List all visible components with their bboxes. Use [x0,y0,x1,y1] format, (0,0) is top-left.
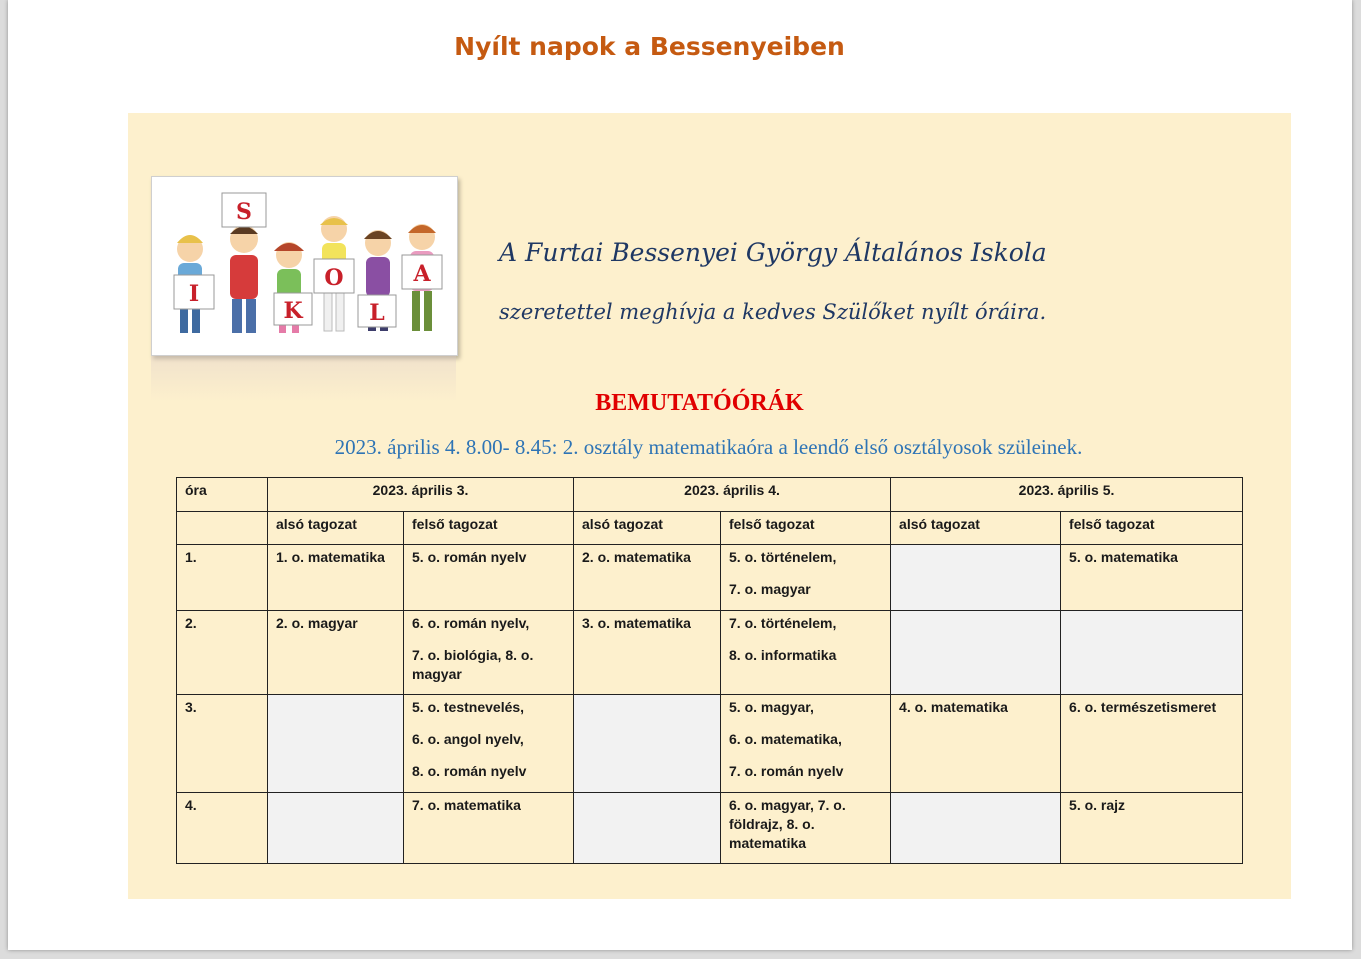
empty-lesson-cell [574,793,721,864]
empty-lesson-cell [574,695,721,793]
document-page [8,0,1352,950]
lesson-entry: 5. o. matematika [1069,549,1178,565]
lesson-entry: 7. o. történelem, [729,615,837,631]
table-row [177,545,1243,611]
lesson-entry: 5. o. román nyelv [412,549,527,565]
table-level-row [177,512,1243,545]
invite-line-school: A Furtai Bessenyei György Általános Iskola [499,238,1047,267]
lesson-entry: 7. o. biológia, 8. o. magyar [412,647,534,682]
lesson-entry: 7. o. matematika [412,797,521,813]
lesson-cell [891,695,1061,793]
logo-letter: S [236,199,252,225]
lesson-cell [1061,695,1243,793]
lesson-cell [721,695,891,793]
section-title: BEMUTATÓÓRÁK [595,390,804,416]
logo-letter: O [324,265,344,291]
level-header: alsó tagozat [268,512,404,545]
lesson-cell [1061,793,1243,864]
day-header: 2023. április 4. [574,478,891,512]
level-header: alsó tagozat [574,512,721,545]
school-logo-image [151,176,458,356]
level-header: felső tagozat [404,512,574,545]
lesson-entry: 6. o. természetismeret [1069,699,1217,715]
lesson-cell [268,611,404,695]
empty-lesson-cell [1061,611,1243,695]
lesson-entry: 7. o. román nyelv [729,763,844,779]
empty-lesson-cell [891,611,1061,695]
table-row [177,793,1243,864]
section-subtitle: 2023. április 4. 8.00- 8.45: 2. osztály matematikaóra a leendő első osztályosok szüleinek. [334,435,1083,459]
lesson-cell [574,545,721,611]
lesson-cell [721,611,891,695]
lesson-entry: 5. o. rajz [1069,797,1126,813]
invite-line-parents: szeretettel meghívja a kedves Szülőket nyílt óráira. [499,300,1047,324]
empty-lesson-cell [268,695,404,793]
lesson-entry: 6. o. román nyelv, [412,615,530,631]
lesson-entry: 2. o. matematika [582,549,691,565]
period-cell: 2. [177,611,268,695]
empty-lesson-cell [268,793,404,864]
lesson-cell [268,545,404,611]
day-header: 2023. április 5. [891,478,1243,512]
schedule-table [176,477,1243,864]
logo-letter: I [188,281,200,307]
period-cell: 1. [177,545,268,611]
lesson-entry: 5. o. történelem, [729,549,837,565]
level-header: felső tagozat [721,512,891,545]
lesson-entry: 8. o. informatika [729,647,837,663]
period-cell: 4. [177,793,268,864]
period-cell: 3. [177,695,268,793]
lesson-entry: 6. o. matematika, [729,731,842,747]
day-header: 2023. április 3. [268,478,574,512]
lesson-entry: 3. o. matematika [582,615,691,631]
empty-lesson-cell [891,793,1061,864]
logo-letter: L [369,300,385,326]
level-header: felső tagozat [1061,512,1243,545]
empty-corner-cell [177,512,268,545]
lesson-cell [1061,545,1243,611]
table-corner-cell: óra [177,478,268,512]
logo-letter: A [413,261,431,287]
table-header-row [177,478,1243,512]
lesson-cell [404,611,574,695]
lesson-cell [404,793,574,864]
table-row [177,611,1243,695]
lesson-cell [404,695,574,793]
lesson-entry: 6. o. magyar, 7. o. földrajz, 8. o. matematika [729,797,846,851]
page-title: Nyílt napok a Bessenyeiben [454,32,845,61]
lesson-entry: 5. o. testnevelés, [412,699,525,715]
lesson-entry: 5. o. magyar, [729,699,814,715]
lesson-cell [574,611,721,695]
logo-letter: K [283,298,303,324]
lesson-entry: 7. o. magyar [729,581,811,597]
lesson-cell [721,545,891,611]
lesson-entry: 4. o. matematika [899,699,1008,715]
lesson-entry: 8. o. román nyelv [412,763,527,779]
lesson-entry: 6. o. angol nyelv, [412,731,524,747]
lesson-entry: 2. o. magyar [276,615,358,631]
empty-lesson-cell [891,545,1061,611]
lesson-cell [404,545,574,611]
table-row [177,695,1243,793]
lesson-entry: 1. o. matematika [276,549,385,565]
level-header: alsó tagozat [891,512,1061,545]
lesson-cell [721,793,891,864]
